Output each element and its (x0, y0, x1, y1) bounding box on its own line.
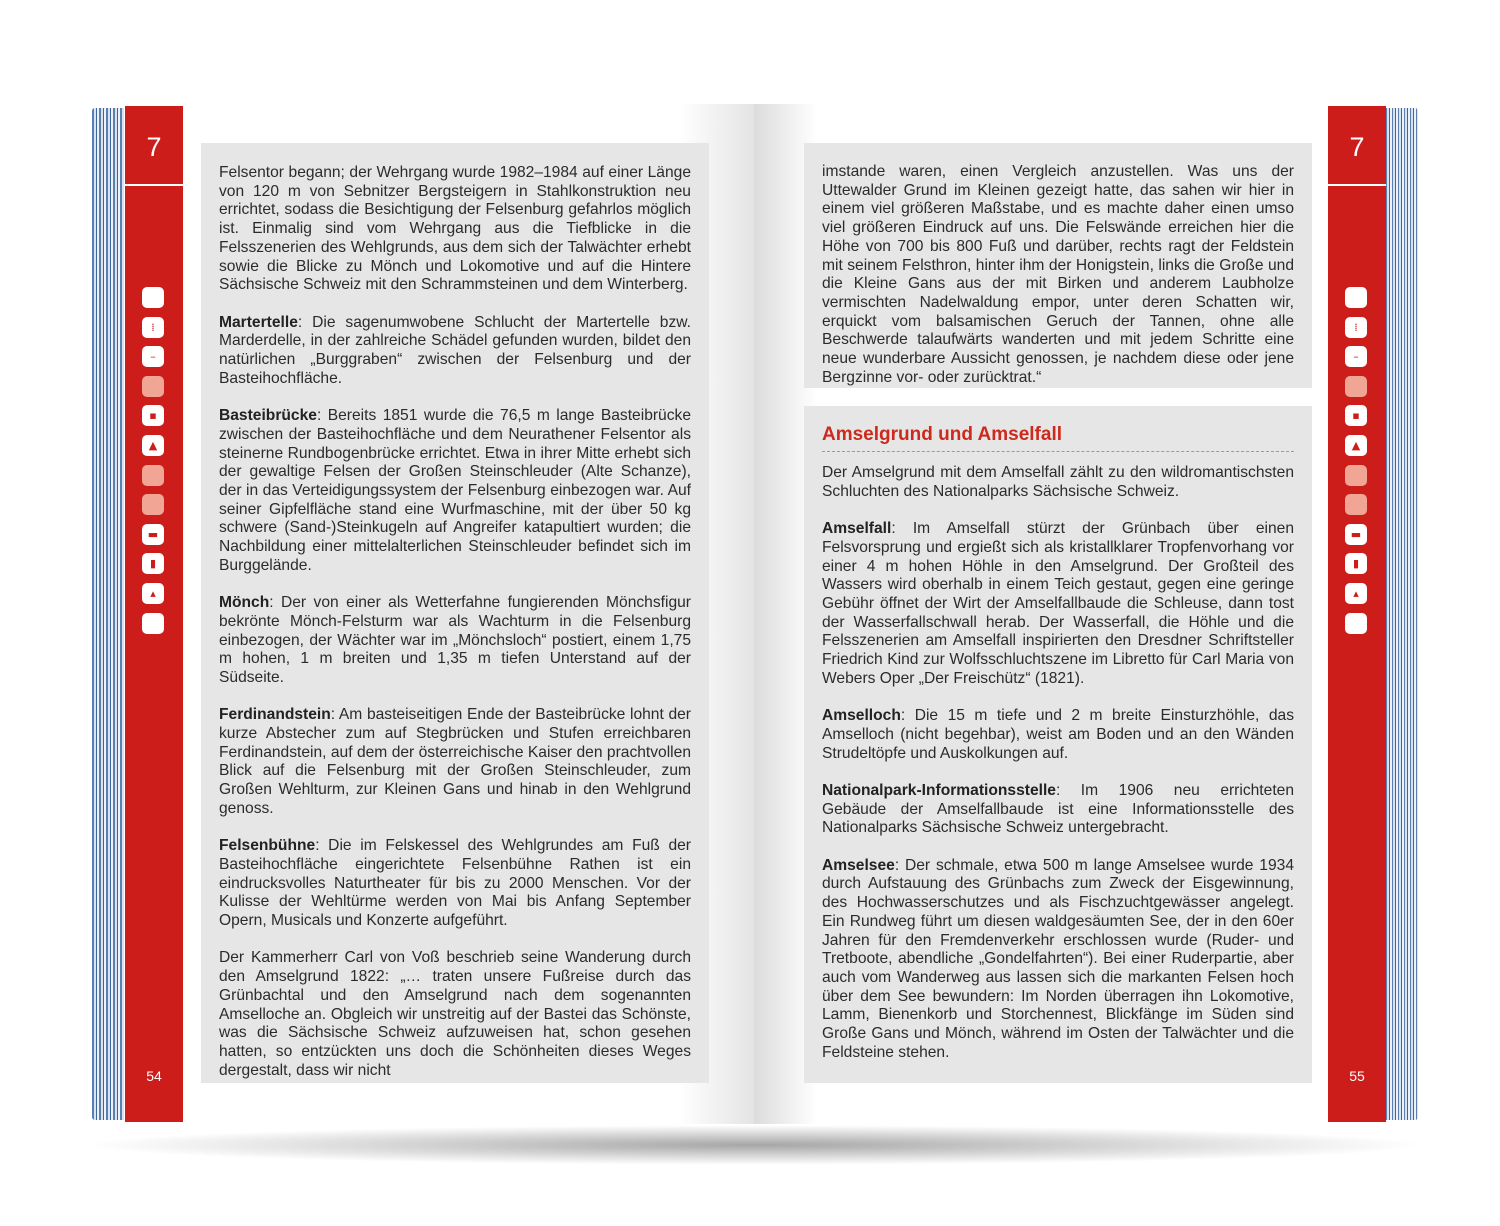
paragraph (219, 594, 691, 688)
paragraph-term: Felsenbühne (219, 837, 316, 855)
paragraph-term: Amselloch (822, 707, 901, 725)
paragraph (219, 164, 691, 295)
paragraph-text: : Bereits 1851 wurde die 76,5 m lange Basteibrücke zwischen der Basteihochfläche und dem Neurathener Felsentor als steinerne Rundbogenbrücke errichtet. Etwa in ihrer Mitte erhebt sich der gewaltige Felsen der Großen Steinschleuder (Alte Schanze), der in das Verteidigungssystem der Felsenburg einbezogen war. Auf seiner Gipfelfläche stand eine Wurfmaschine, mit der über 50 kg schwere (Sand-)Steinkugeln auf Angreifer katapultiert wurden; die Nachbildung einer mittelalterlichen Steinschleuder befindet sich im Burggelände. (219, 407, 691, 574)
left-text-box (201, 143, 709, 1083)
round-icon (1345, 613, 1367, 634)
paragraph-term: Amselsee (822, 856, 895, 874)
paragraph-term: Ferdinandstein (219, 706, 331, 724)
paragraph-text: Felsentor begann; der Wehrgang wurde 1982–1984 auf einer Länge von 120 m von Sebnitzer Bergsteigern in Stahlkonstruktion neu errichtet, sodass die Besichtigung der Felsenburg gefahrlos möglich ist. Einmalig sind vom Wehrgang aus die Tiefblicke in die Felsszenerien des Wehlgrunds, aus dem sich der Talwächter erhebt sowie die Blicke zu Mönch und Lokomotive und auf die Hintere Sächsische Schweiz mit den Schrammsteinen und dem Winterberg. (219, 164, 691, 294)
triangle-icon: ▴ (142, 583, 164, 604)
blank-icon (1345, 494, 1367, 515)
paragraph-text: : Die sagenumwobene Schlucht der Martertelle bzw. Marderdelle, in der zahlreiche Schädel gefunden wurden, bildet den natürlichen „Burggraben“ zwischen der Felsenburg und der Basteihochfläche. (219, 313, 691, 387)
section-heading: Amselgrund und Amselfall (822, 424, 1294, 452)
chapter-divider (125, 184, 183, 186)
blank-icon (1345, 465, 1367, 486)
shield-icon (1345, 287, 1367, 308)
left-body-text (219, 164, 691, 1080)
pin-icon: ▮ (142, 553, 164, 574)
book-shadow (80, 1125, 1430, 1165)
minus-icon: ▬ (1345, 524, 1367, 545)
triangle-icon: ▴ (1345, 583, 1367, 604)
map-grid-icon: ⁞ (1345, 317, 1367, 338)
left-chapter-sidebar (125, 106, 183, 1122)
right-body-text (822, 464, 1294, 1062)
paragraph-text: : Die 15 m tiefe und 2 m breite Einsturzhöhle, das Amselloch (nicht begehbar), weist am Boden und an den Wänden Strudeltöpfe und Auskolkungen auf. (822, 707, 1294, 762)
chapter-divider (1328, 184, 1386, 186)
page-number-left: 54 (146, 1068, 162, 1084)
paragraph (219, 837, 691, 931)
paragraph (219, 407, 691, 575)
mountain-icon: ▲ (142, 435, 164, 456)
paragraph-term: Basteibrücke (219, 407, 317, 425)
paragraph (822, 782, 1294, 838)
tower-icon: ▪ (142, 405, 164, 426)
paragraph (822, 520, 1294, 688)
shield-icon (142, 287, 164, 308)
mountain-icon: ▲ (1345, 435, 1367, 456)
left-icon-column (142, 287, 166, 642)
blank-icon (142, 494, 164, 515)
chapter-number: 7 (146, 132, 162, 162)
paragraph-text: : Der von einer als Wetterfahne fungierenden Mönchsfigur bekrönte Mönch-Felsturm war als Wachturm in die Felsenburg einbezogen, der Wächter war im „Mönchsloch“ postiert, einem 1,75 m hohen, 1 m breiten und 1,35 m tiefen Unterstand auf der Südseite. (219, 594, 691, 686)
quote-text: imstande waren, einen Vergleich anzustellen. Was uns der Uttewalder Grund im Kleinen gezeigt hatte, das sahen wir hier in einem viel größeren Maßstabe, und es machte daher einen umso viel größeren Eindruck auf uns. Die Felswände erreichen hier die Höhe von 700 bis 800 Fuß und darüber, rechts ragt der Feldstein mit seinem Felsthron, hinter ihm der Honigstein, links die Große und die Kleine Gans aus der mit Birken und anderem Laubholze vermischten Nadelwaldung empor, unter deren Schatten wir, erquickt vom balsamischen Geruch der Tannen, ohne alle Beschwerde talaufwärts wanderten und mit jedem Schritte eine neue wunderbare Aussicht genossen, je nachdem diese oder jene Bergzinne vor- oder zurücktrat.“ (822, 163, 1294, 386)
paragraph-text: : Am basteiseitigen Ende der Basteibrücke lohnt der kurze Abstecher zum auf Stegbrücken und Stufen erreichbaren Ferdinandstein, auf dem der österreichische Kaiser den prachtvollen Blick auf die Felsenburg mit der Großen Steinschleuder, zum Großen Wehlturm, zur Kleinen Gans und hinab in den Wehlgrund genoss. (219, 706, 691, 817)
blank-icon (1345, 376, 1367, 397)
paragraph-text: : Die im Felskessel des Wehlgrundes am Fuß der Basteihochfläche eingerichtete Felsenbühne Rathen ist ein eindrucksvolles Naturtheater für bis zu 2000 Menschen. Vor der Kulisse der Wehltürme werden von Mai bis Anfang September Opern, Musicals und Konzerte aufgeführt. (219, 837, 691, 930)
blank-icon (142, 465, 164, 486)
dash-icon: – (1345, 346, 1367, 367)
paragraph (822, 707, 1294, 763)
tower-icon: ▪ (1345, 405, 1367, 426)
pin-icon: ▮ (1345, 553, 1367, 574)
chapter-number: 7 (1349, 132, 1365, 162)
paragraph-text: Der Kammerherr Carl von Voß beschrieb seine Wanderung durch den Amselgrund 1822: „… traten unsere Fußreise durch das Grünbachtal und den Amselgrund nach dem sogenannten Amselloche an. Obgleich wir unstreitig auf der Bastei das Schönste, was die Sächsische Schweiz aufzuweisen hat, schon gesehen hatten, so entzückten uns doch die Schönheiten dieses Weges dergestalt, dass wir nicht (219, 949, 691, 1079)
round-icon (142, 613, 164, 634)
minus-icon: ▬ (142, 524, 164, 545)
paragraph-term: Martertelle (219, 313, 298, 331)
paragraph-term: Mönch (219, 594, 270, 612)
dash-icon: – (142, 346, 164, 367)
right-chapter-sidebar (1328, 106, 1386, 1122)
paragraph (219, 706, 691, 818)
paragraph-term: Nationalpark-Informationsstelle (822, 781, 1056, 799)
paragraph (219, 949, 691, 1080)
blank-icon (142, 376, 164, 397)
paragraph-text: : Der schmale, etwa 500 m lange Amselsee wurde 1934 durch Aufstauung des Grünbachs zum Zweck der Eisgewinnung, des Hochwasserschutzes und als Fischzuchtgewässer angelegt. Ein Rundweg führt um diesen waldgesäumten See, der in den 60er Jahren für den Fremdenverkehr erschlossen wurde (Ruder- und Tretboote, abendliche „Gondelfahrten“). Bei einer Ruderpartie, aber auch vom Wanderweg aus lassen sich die markanten Felsen hoch über dem See bewundern: Im Norden überragen ihn Lokomotive, Lamm, Bienenkorb und Storchennest, Blickfänge im Süden sind Große Gans und Mönch, während im Osten der Talwächter und die Feldsteine stehen. (822, 856, 1294, 1061)
paragraph (822, 464, 1294, 501)
paragraph-term: Amselfall (822, 520, 892, 538)
page-number-right: 55 (1349, 1068, 1365, 1084)
right-quote-box (804, 143, 1312, 388)
paragraph (822, 857, 1294, 1063)
map-grid-icon: ⁞ (142, 317, 164, 338)
paragraph (219, 314, 691, 389)
right-icon-column (1345, 287, 1369, 642)
left-page-edge (92, 108, 126, 1120)
paragraph-text: : Im 1906 neu errichteten Gebäude der Amselfallbaude ist eine Informationsstelle des Nationalparks Sächsische Schweiz untergebracht. (822, 781, 1294, 837)
right-section-box (804, 406, 1312, 1083)
right-page-edge (1384, 108, 1418, 1120)
paragraph-text: : Im Amselfall stürzt der Grünbach über einen Felsvorsprung und ergießt sich als kristallklarer Tropfenvorhang vor einer 4 m hohen Höhle in den Amselgrund. Der Großteil des Wassers wird oberhalb in einem Teich gestaut, gegen eine geringe Gebühr öffnet der Wirt der Amselfallbaude die Schleuse, dann tost der Wasserfallschwall herab. Der Wasserfall, die Höhle und die Felsszenerien am Amselfall inspirierten den Dresdner Schriftsteller Friedrich Kind zur Wolfsschluchtszene im Libretto für Carl Maria von Webers Oper „Der Freischütz“ (1821). (822, 520, 1294, 687)
paragraph-text: Der Amselgrund mit dem Amselfall zählt zu den wildromantischsten Schluchten des Nationalparks Sächsische Schweiz. (822, 464, 1294, 500)
